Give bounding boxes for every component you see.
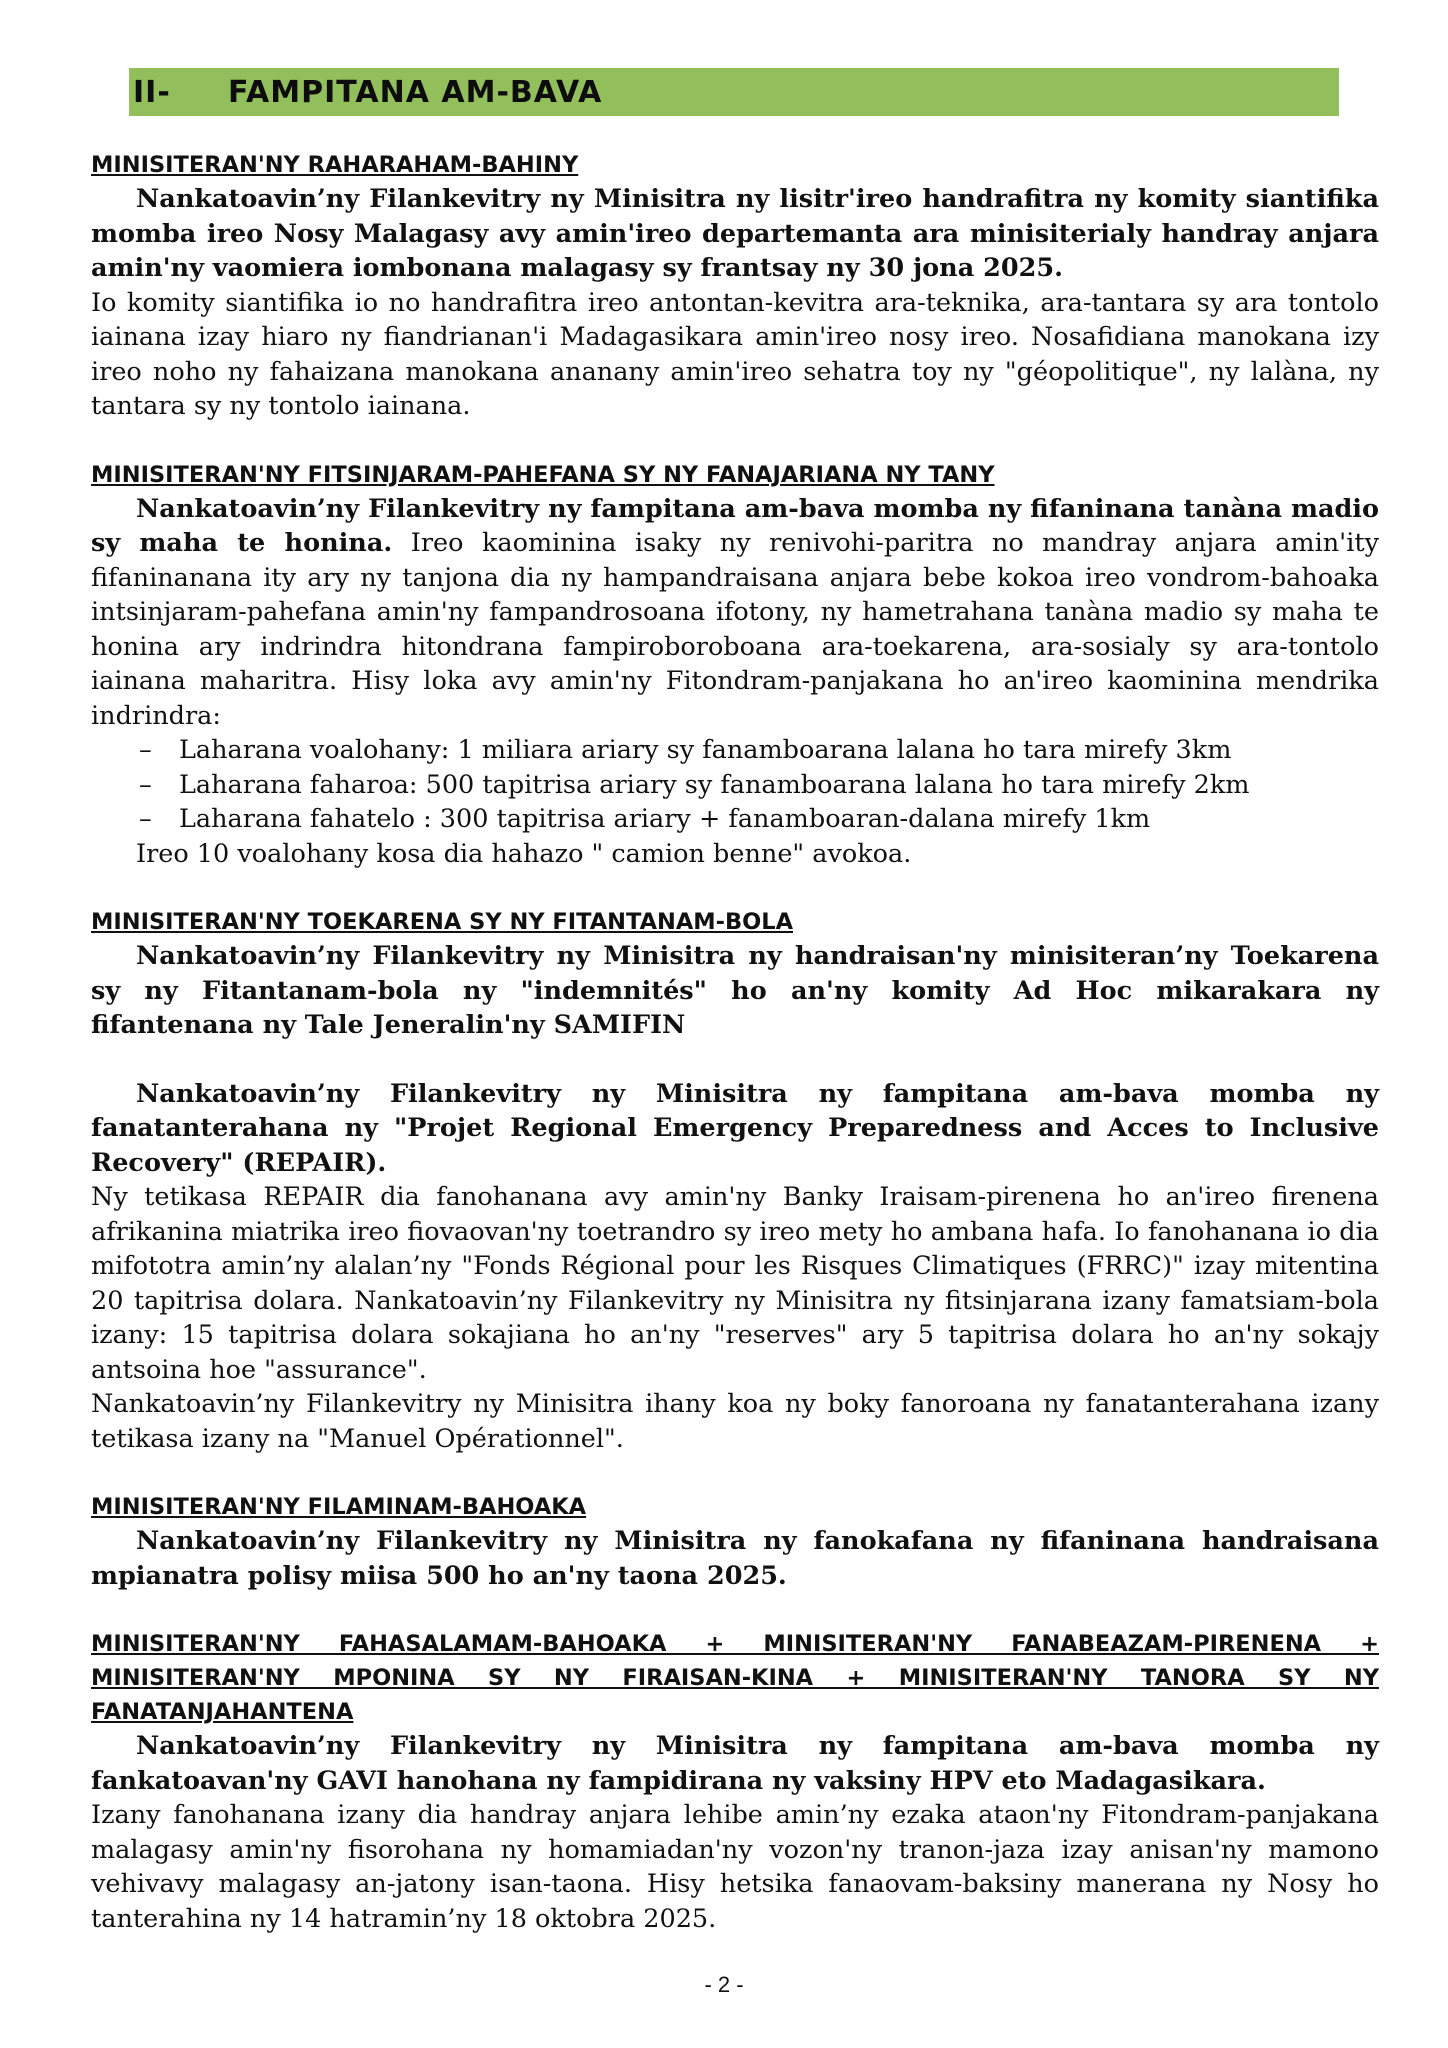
page-number: - 2 - <box>704 1972 744 1997</box>
lead-paragraph: Nankatoavin’ny Filankevitry ny Minisitra ny handraisan'ny minisiteran’ny Toekarena sy ny Fitantanam-bola ny "indemnités" ho an'ny komity Ad Hoc mikarakara ny fifantenana ny Tale Jeneralin'ny SAMIFIN <box>91 941 1379 1040</box>
body-text: Ireo kaominina isaky ny renivohi-paritra no mandray anjara amin'ity fifaninanana ity ary ny tanjona dia ny hampandraisana anjara bebe kokoa ireo vondrom-bahoaka intsinjaram-pahefana amin'ny fampandrosoana ifotony, ny hametrahana tanàna madio sy maha te honina ary indrindra hitondrana fampiroboroboana ara-toekarena, ara-sosialy sy ara-tontolo iainana maharitra. Hisy loka avy amin'ny Fitondram-panjakana ho an'ireo kaominina mendrika indrindra: <box>91 528 1379 731</box>
section-heading: MINISITERAN'NY RAHARAHAM-BAHINY <box>91 152 579 178</box>
lead-paragraph: Nankatoavin’ny Filankevitry ny Minisitra ny fampitana am-bava momba ny fankatoavan'ny GAVI hanohana ny fampidirana ny vaksiny HPV eto Madagasikara. <box>91 1731 1379 1796</box>
list-item: – Laharana faharoa: 500 tapitrisa ariary sy fanamboarana lalana ho tara mirefy 2km <box>139 768 1379 803</box>
section-heading: MINISITERAN'NY TOEKARENA SY NY FITANTANAM-BOLA <box>91 909 794 935</box>
body-paragraph: Io komity siantifika io no handrafitra ireo antontan-kevitra ara-teknika, ara-tantara sy ara tontolo iainana izay hiaro ny fiandrianan'i Madagasikara amin'ireo nosy ireo. Nosafidiana manokana izy ireo noho ny fahaizana manokana ananany amin'ireo sehatra toy ny "géopolitique", ny lalàna, ny tantara sy ny tontolo iainana. <box>91 287 1379 421</box>
list-item: – Laharana voalohany: 1 miliara ariary sy fanamboarana lalana ho tara mirefy 3km <box>139 733 1379 768</box>
lead-paragraph: Nankatoavin’ny Filankevitry ny Minisitra ny fanokafana ny fifaninana handraisana mpianatra polisy miisa 500 ho an'ny taona 2025. <box>91 1526 1379 1591</box>
banner-title: FAMPITANA AM-BAVA <box>228 74 603 110</box>
after-paragraph: Ireo 10 voalohany kosa dia hahazo " camion benne" avokoa. <box>136 838 912 869</box>
section-raharaham-bahiny <box>91 148 1379 424</box>
section-fitsinjaram-pahefana <box>91 458 1379 872</box>
section-banner <box>129 68 1339 116</box>
section-toekarena <box>91 905 1379 1456</box>
section-heading: MINISITERAN'NY FAHASALAMAM-BAHOAKA + MINISITERAN'NY FANABEAZAM-PIRENENA + MINISITERAN'NY MPONINA SY NY FIRAISAN-KINA + MINISITERAN'NY TANORA SY NY FANATANJAHANTENA <box>91 1631 1379 1725</box>
banner-number: II- <box>133 74 171 110</box>
document-page <box>91 68 1379 1936</box>
section-fahasalamam-bahoaka <box>91 1627 1379 1936</box>
lead-paragraph: Nankatoavin’ny Filankevitry ny Minisitra ny lisitr'ireo handrafitra ny komity siantifika momba ireo Nosy Malagasy avy amin'ireo departemanta ara minisiterialy handray anjara amin'ny vaomiera iombonana malagasy sy frantsay ny 30 jona 2025. <box>91 184 1379 283</box>
lead-paragraph-repair: Nankatoavin’ny Filankevitry ny Minisitra ny fampitana am-bava momba ny fanatanterahana ny "Projet Regional Emergency Preparedness and Acces to Inclusive Recovery" (REPAIR). <box>91 1078 1379 1178</box>
body-paragraph: Izany fanohanana izany dia handray anjara lehibe amin’ny ezaka ataon'ny Fitondram-panjakana malagasy amin'ny fisorohana ny homamiadan'ny vozon'ny tranon-jaza izay anisan'ny mamono vehivavy malagasy an-jatony isan-taona. Hisy hetsika fanaovam-baksiny manerana ny Nosy ho tanterahina ny 14 hatramin’ny 18 oktobra 2025. <box>91 1800 1379 1934</box>
lead-text: Nankatoavin’ny Filankevitry ny fampitana am-bava momba ny fifaninana tanàna madio sy maha te honina. <box>91 493 1379 558</box>
list-item: – Laharana fahatelo : 300 tapitrisa ariary + fanamboaran-dalana mirefy 1km <box>139 802 1379 837</box>
section-heading: MINISITERAN'NY FITSINJARAM-PAHEFANA SY NY FANAJARIANA NY TANY <box>91 461 995 488</box>
section-filaminam-bahoaka <box>91 1490 1379 1593</box>
prize-list <box>91 733 1379 837</box>
body-paragraph-2: Nankatoavin’ny Filankevitry ny Minisitra ihany koa ny boky fanoroana ny fanatanterahana izany tetikasa izany na "Manuel Opérationnel". <box>91 1389 1379 1454</box>
section-heading: MINISITERAN'NY FILAMINAM-BAHOAKA <box>91 1494 587 1520</box>
lead-paragraph <box>91 492 1379 734</box>
body-paragraph: Ny tetikasa REPAIR dia fanohanana avy amin'ny Banky Iraisam-pirenena ho an'ireo firenena afrikanina miatrika ireo fiovaovan'ny toetrandro sy ireo mety ho ambana hafa. Io fanohanana io dia mifototra amin’ny alalan’ny "Fonds Régional pour les Risques Climatiques (FRRC)" izay mitentina 20 tapitrisa dolara. Nankatoavin’ny Filankevitry ny Minisitra ny fitsinjarana izany famatsiam-bola izany: 15 tapitrisa dolara sokajiana ho an'ny "reserves" ary 5 tapitrisa dolara ho an'ny sokajy antsoina hoe "assurance". <box>91 1182 1379 1385</box>
